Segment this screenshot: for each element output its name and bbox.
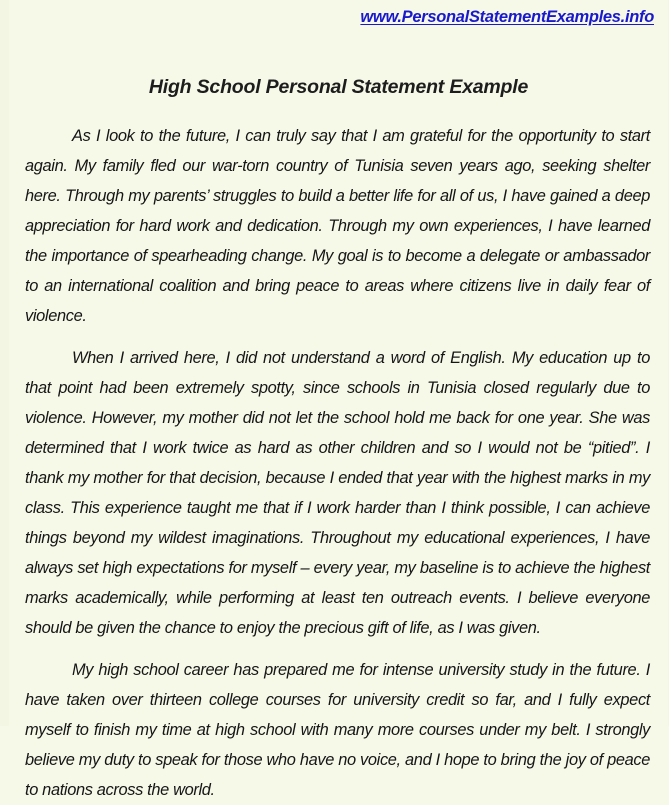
essay-body [9,121,668,805]
essay-paragraph-1: As I look to the future, I can truly say that I am grateful for the opportunity to start again. My family fled our war-torn country of Tunisia seven years ago, seeking shelter here. Through my parents’ struggles to build a better life for all of us, I have gained a deep appreciation for hard work and dedication. Through my own experiences, I have learned the importance of spearheading change. My goal is to become a delegate or ambassador to an international coalition and bring peace to areas where citizens live in daily fear of violence. [25,127,650,325]
page-title: High School Personal Statement Example [148,76,529,98]
site-url-link[interactable]: www.PersonalStatementExamples.info [360,8,654,26]
essay-paragraph-3: My high school career has prepared me for intense university study in the future. I have taken over thirteen college courses for university credit so far, and I fully expect myself to finish my time at high school with many more courses under my belt. I strongly believe my duty to speak for those who have no voice, and I hope to bring the joy of peace to nations across the world. [25,661,650,799]
essay-paragraph-2: When I arrived here, I did not understand a word of English. My education up to that point had been extremely spotty, since schools in Tunisia closed regularly due to violence. However, my mother did not let the school hold me back for one year. She was determined that I work twice as hard as other children and so I would not be “pitied”. I thank my mother for that decision, because I ended that year with the highest marks in my class. This experience taught me that if I work harder than I think possible, I can achieve things beyond my wildest imaginations. Throughout my educational experiences, I have always set high expectations for myself – every year, my baseline is to achieve the highest marks academically, while performing at least ten outreach events. I believe everyone should be given the chance to enjoy the precious gift of life, as I was given. [25,349,650,637]
document-header [9,0,668,34]
